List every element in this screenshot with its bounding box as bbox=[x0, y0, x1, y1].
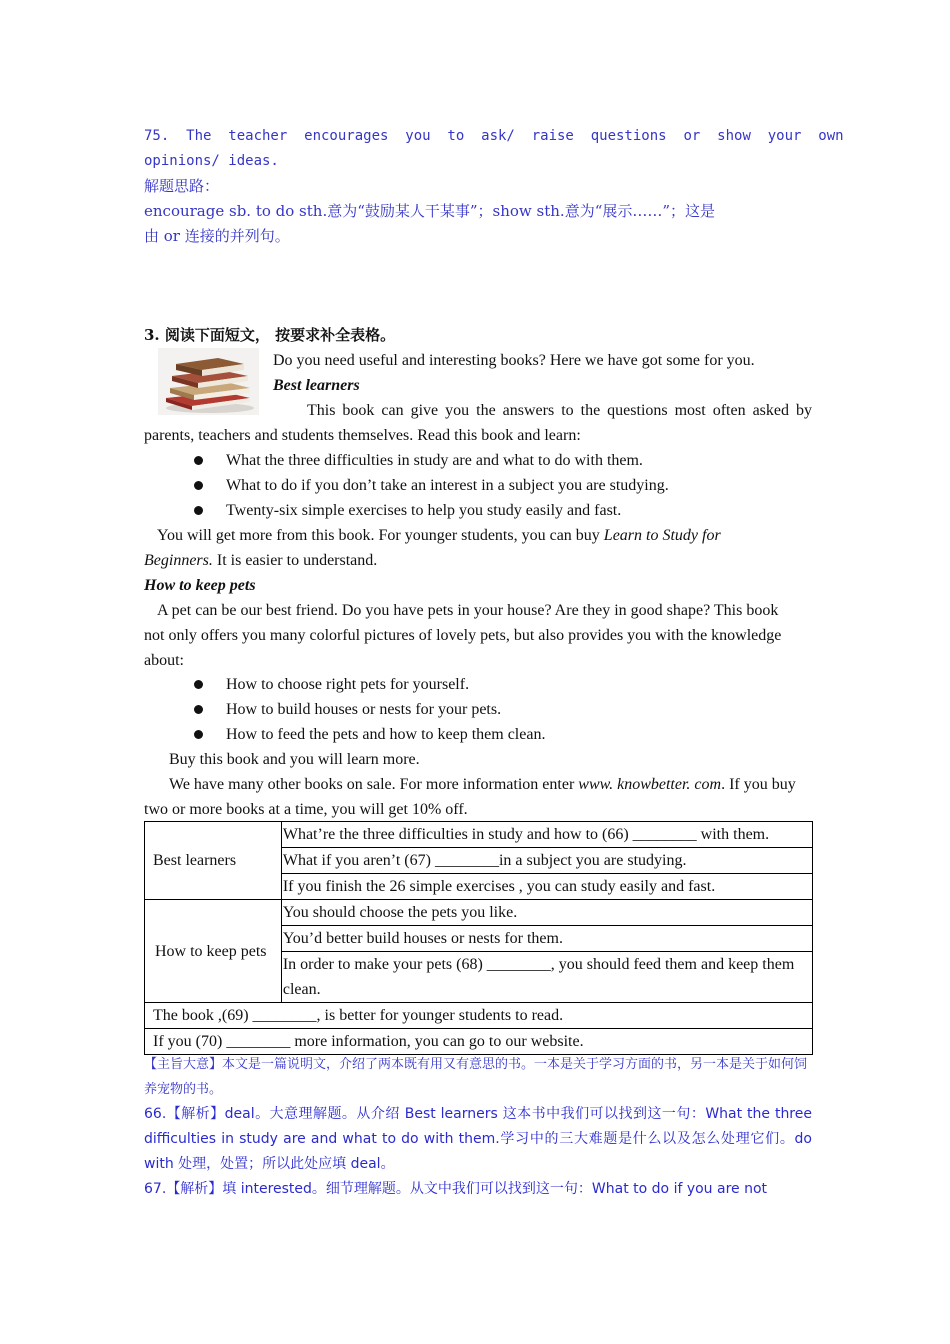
table-cell: You’d better build houses or nests for them. bbox=[281, 926, 812, 952]
analysis-q67: 67.【解析】填 interested。细节理解题。从文中我们可以找到这一句：What to do if you are not bbox=[144, 1181, 768, 1197]
table-row bbox=[145, 900, 813, 926]
more-info-a: We have many other books on sale. For more information enter bbox=[169, 776, 579, 793]
book1-recommended-title: Learn to Study for Beginners. bbox=[144, 527, 721, 569]
table-cell: What’re the three difficulties in study and how to (66) ________ with them. bbox=[281, 822, 812, 848]
list-item bbox=[144, 448, 812, 473]
explanation-line1: encourage sb. to do sth.意为“鼓励某人干某事”；show sth.意为“展示……”；这是 bbox=[144, 202, 716, 220]
table-cell: If you (70) ________ more information, you can go to our website. bbox=[145, 1029, 813, 1055]
book2-paragraph bbox=[144, 598, 789, 673]
table-group-label: How to keep pets bbox=[145, 900, 282, 1003]
analysis-q66: 66.【解析】deal。大意理解题。从介绍 Best learners 这本书中我们可以找到这一句：What the three difficulties in study are and what to do with them.学习中的三大难题是什么以及怎么处理它们。do with 处理，处置；所以此处应填 deal。 bbox=[144, 1106, 812, 1172]
bullet-text: How to build houses or nests for your pets. bbox=[226, 701, 502, 718]
bullet-text: Twenty-six simple exercises to help you study easily and fast. bbox=[226, 502, 622, 519]
table-cell: If you finish the 26 simple exercises , you can study easily and fast. bbox=[281, 874, 812, 900]
answer-75-line2: opinions/ ideas. bbox=[144, 153, 279, 169]
bullet-text: How to feed the pets and how to keep them clean. bbox=[226, 726, 546, 743]
bullet-icon bbox=[194, 730, 203, 739]
book2-buy-text: Buy this book and you will learn more. bbox=[169, 751, 420, 768]
table-group-label: Best learners bbox=[145, 822, 282, 900]
list-item bbox=[144, 498, 812, 523]
list-item bbox=[144, 672, 812, 697]
book1-after-b: It is easier to understand. bbox=[212, 552, 378, 569]
book1-bullet-list bbox=[144, 448, 812, 523]
list-item bbox=[144, 697, 812, 722]
book2-paragraph-text: A pet can be our best friend. Do you have pets in your house? Are they in good shape? This book not only offers you many colorful pictures of lovely pets, but also provides you with the knowledge about: bbox=[144, 602, 782, 669]
list-item bbox=[144, 722, 812, 747]
table-cell: You should choose the pets you like. bbox=[281, 900, 812, 926]
answer-75-block bbox=[144, 124, 844, 174]
main-idea: 【主旨大意】本文是一篇说明文，介绍了两本既有用又有意思的书。一本是关于学习方面的书，另一本是关于如何饲养宠物的书。 bbox=[144, 1057, 808, 1097]
more-info-b: . If you buy two or more books at a time, you will get 10% off. bbox=[144, 776, 796, 818]
bullet-text: What to do if you don’t take an interest in a subject you are studying. bbox=[226, 477, 669, 494]
book1-paragraph-text: This book can give you the answers to the questions most often asked by parents, teachers and students themselves. Read this book and learn: bbox=[144, 402, 812, 444]
table-row bbox=[145, 1003, 813, 1029]
book2-title: How to keep pets bbox=[144, 577, 256, 594]
list-item bbox=[144, 473, 812, 498]
table-cell: What if you aren’t (67) ________in a subject you are studying. bbox=[281, 848, 812, 874]
bullet-icon bbox=[194, 705, 203, 714]
table-row bbox=[145, 1029, 813, 1055]
table-cell: In order to make your pets (68) ________, you should feed them and keep them clean. bbox=[281, 952, 812, 1003]
answer-75-explanation bbox=[144, 199, 812, 249]
intro-text: Do you need useful and interesting books? Here we have got some for you. bbox=[273, 352, 755, 369]
explanation-line2: 由 or 连接的并列句。 bbox=[144, 227, 290, 245]
book2-bullet-list bbox=[144, 672, 812, 747]
fill-in-table bbox=[144, 821, 813, 1055]
bullet-icon bbox=[194, 506, 203, 515]
more-info-text bbox=[144, 772, 804, 822]
website-text: www. knowbetter. com bbox=[578, 776, 722, 793]
bullet-text: What the three difficulties in study are and what to do with them. bbox=[226, 452, 643, 469]
bullet-icon bbox=[194, 456, 203, 465]
bullet-icon bbox=[194, 680, 203, 689]
book1-title: Best learners bbox=[273, 377, 360, 394]
bullet-text: How to choose right pets for yourself. bbox=[226, 676, 470, 693]
section3-heading: 3. 阅读下面短文， 按要求补全表格。 bbox=[144, 326, 396, 344]
book1-after-a: You will get more from this book. For younger students, you can buy bbox=[157, 527, 604, 544]
book1-paragraph bbox=[144, 398, 812, 448]
answer-75-line1: 75. The teacher encourages you to ask/ raise questions or show your own bbox=[144, 128, 844, 144]
book1-after-text bbox=[144, 523, 754, 573]
table-cell: The book ,(69) ________, is better for younger students to read. bbox=[145, 1003, 813, 1029]
table-row bbox=[145, 822, 813, 848]
bullet-icon bbox=[194, 481, 203, 490]
thinking-label: 解题思路： bbox=[144, 177, 220, 195]
